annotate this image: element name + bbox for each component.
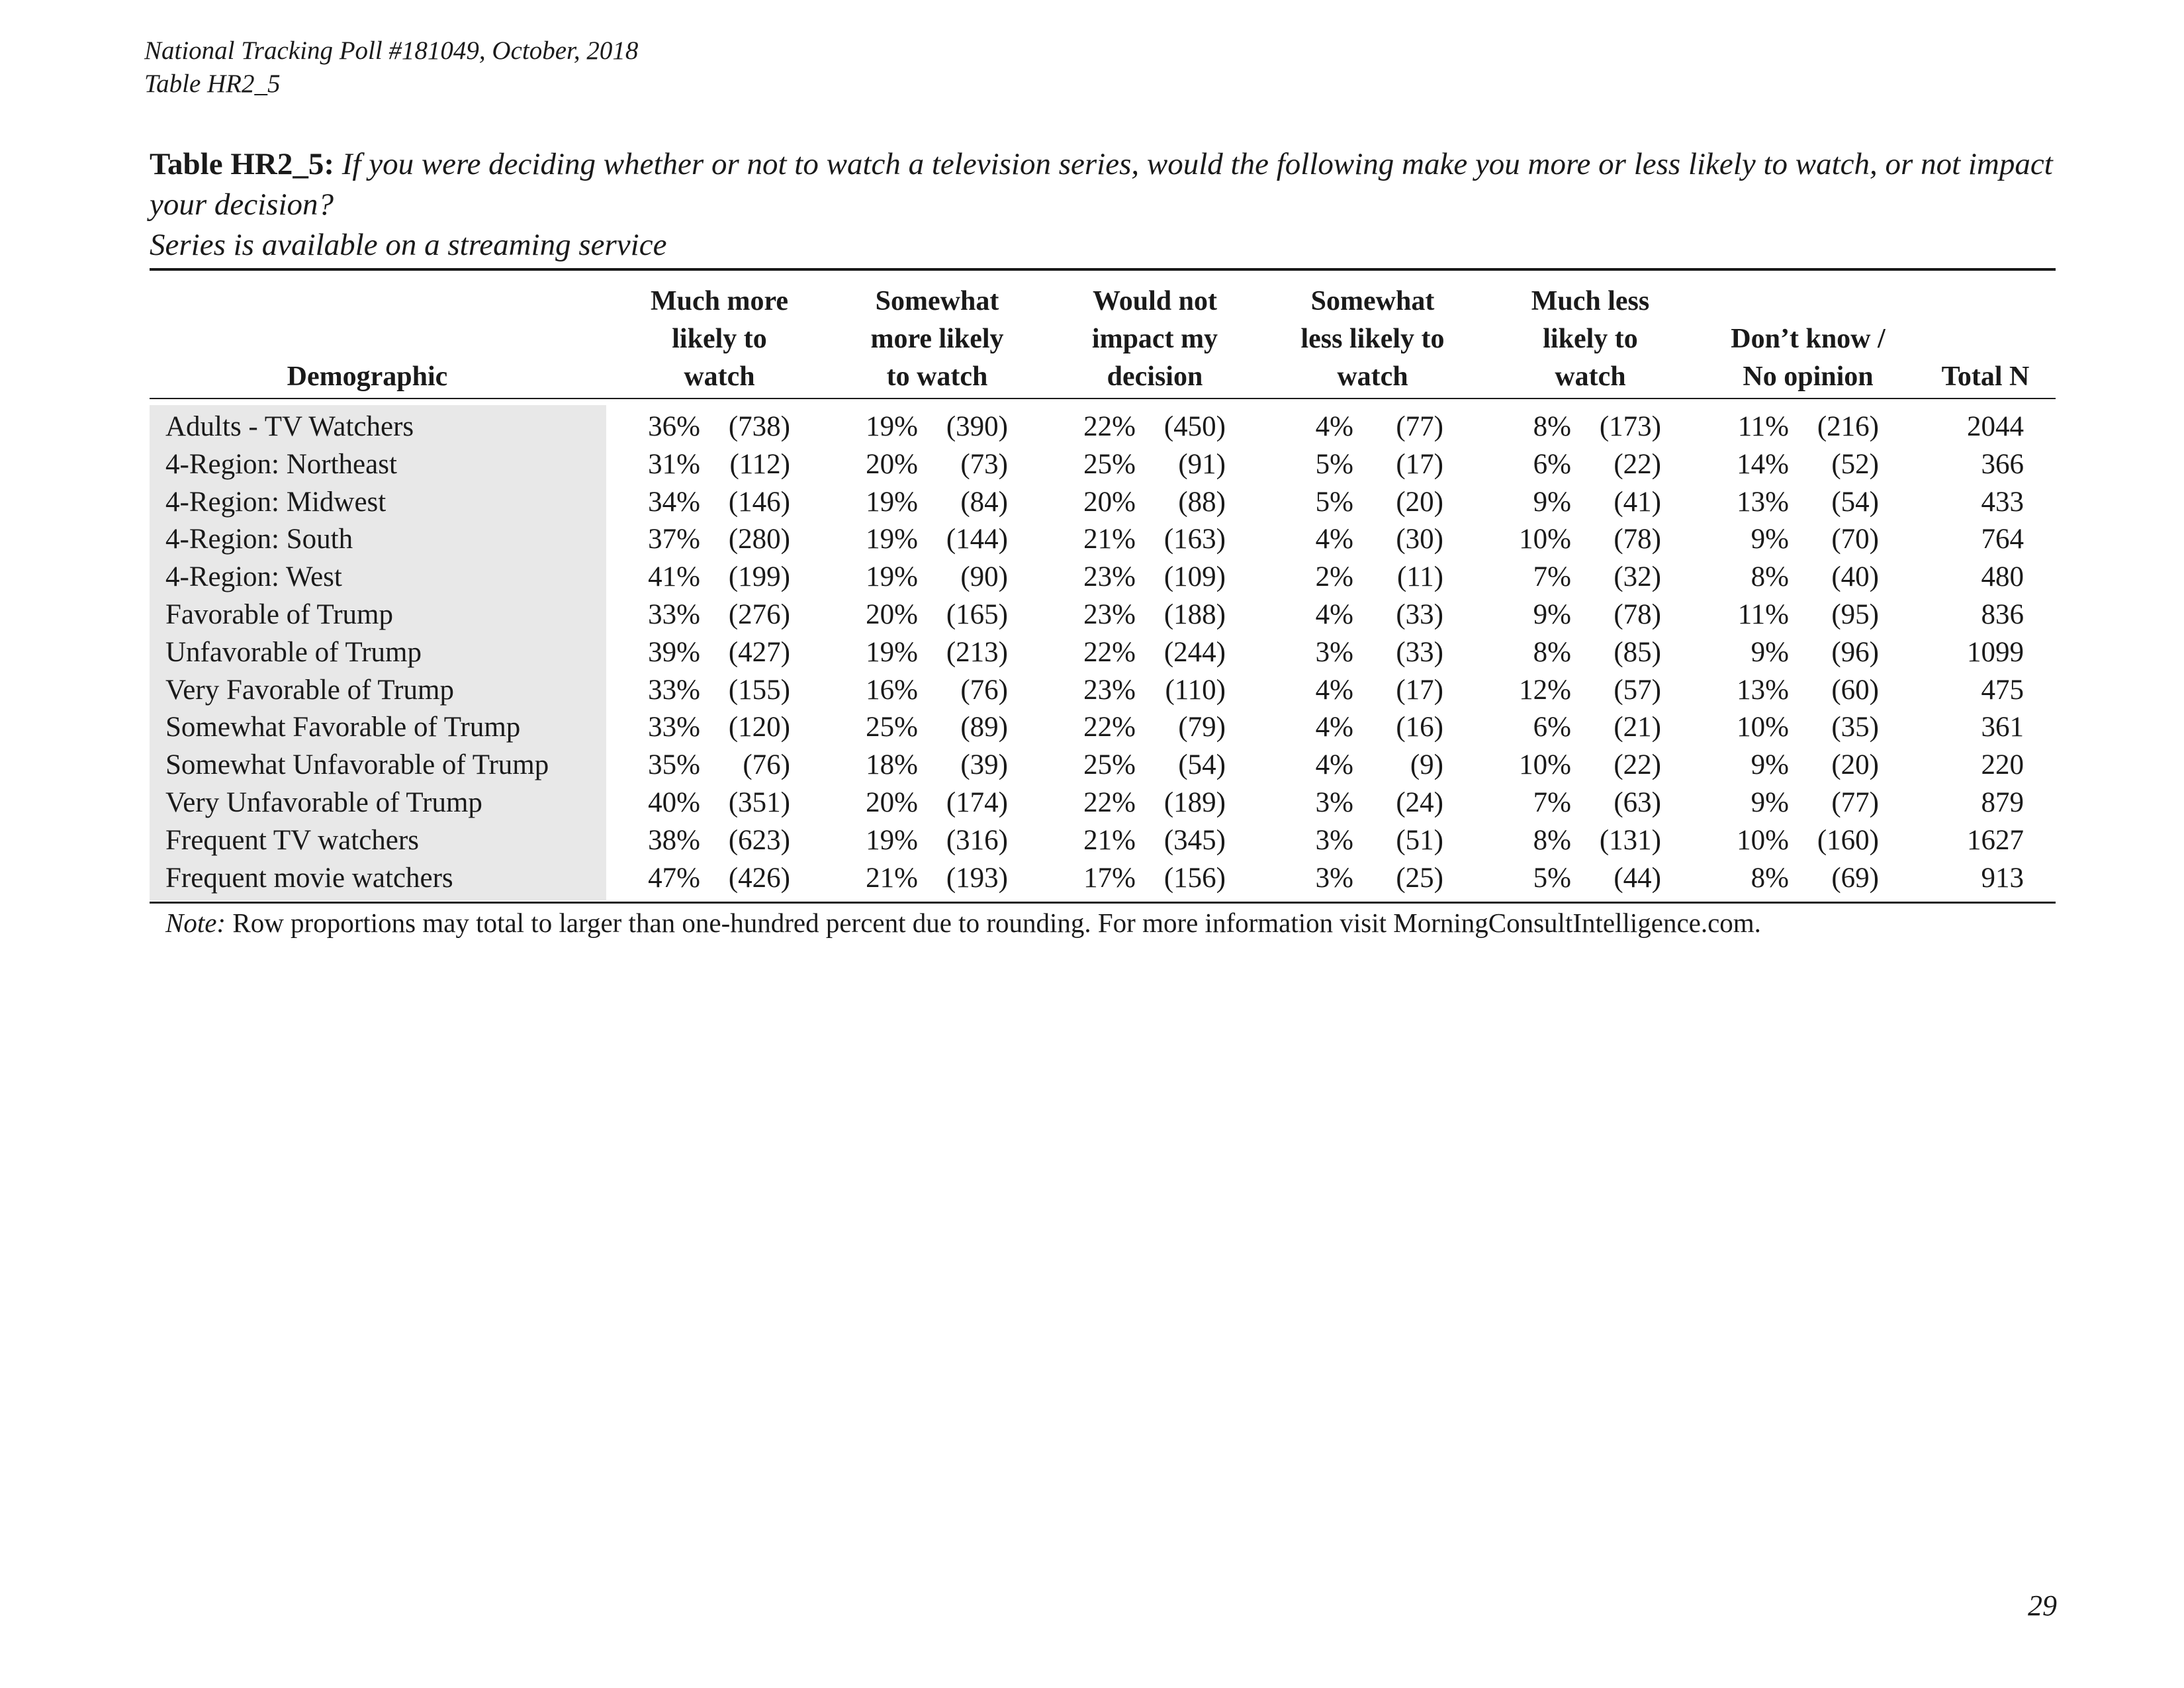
header-dont-know: Don’t know / No opinion xyxy=(1731,324,1886,392)
cell-count: (160) xyxy=(1817,824,1879,856)
table-row xyxy=(0,408,2184,445)
cell-percent: 7% xyxy=(1533,561,1571,593)
cell-percent: 4% xyxy=(1315,599,1353,630)
cell-count: (22) xyxy=(1614,749,1661,781)
cell-count: (54) xyxy=(1178,749,1226,781)
row-label: 4-Region: Midwest xyxy=(165,486,387,518)
row-label: Favorable of Trump xyxy=(165,599,393,630)
cell-percent: 31% xyxy=(648,448,700,480)
cell-count: (95) xyxy=(1831,599,1879,630)
cell-percent: 7% xyxy=(1533,787,1571,818)
top-rule xyxy=(150,268,2056,271)
table-row xyxy=(0,708,2184,746)
page-number: 29 xyxy=(2028,1589,2057,1622)
cell-percent: 22% xyxy=(1083,411,1136,442)
cell-percent: 10% xyxy=(1737,824,1789,856)
table-row xyxy=(0,821,2184,859)
row-label: Frequent TV watchers xyxy=(165,824,419,856)
header-rule xyxy=(150,398,2056,399)
table-row xyxy=(0,445,2184,483)
cell-percent: 12% xyxy=(1519,674,1571,706)
row-label: 4-Region: South xyxy=(165,524,353,555)
cell-total-n: 836 xyxy=(1981,599,2024,630)
cell-percent: 3% xyxy=(1315,824,1353,856)
cell-percent: 9% xyxy=(1751,749,1789,781)
cell-count: (199) xyxy=(728,561,790,593)
table-row xyxy=(0,746,2184,784)
cell-count: (276) xyxy=(728,599,790,630)
cell-percent: 3% xyxy=(1315,862,1353,894)
bottom-rule xyxy=(150,902,2056,904)
cell-count: (351) xyxy=(728,787,790,818)
cell-count: (17) xyxy=(1396,448,1443,480)
cell-count: (25) xyxy=(1396,862,1443,894)
cell-percent: 36% xyxy=(648,411,700,442)
row-label: Somewhat Unfavorable of Trump xyxy=(165,749,549,781)
cell-percent: 4% xyxy=(1315,749,1353,781)
cell-percent: 2% xyxy=(1315,561,1353,593)
cell-total-n: 764 xyxy=(1981,524,2024,555)
cell-percent: 9% xyxy=(1751,524,1789,555)
header-somewhat-less-likely: Somewhat less likely to watch xyxy=(1300,286,1445,392)
header-somewhat-more-likely: Somewhat more likely to watch xyxy=(870,286,1004,392)
cell-count: (20) xyxy=(1831,749,1879,781)
cell-count: (96) xyxy=(1831,636,1879,668)
cell-percent: 41% xyxy=(648,561,700,593)
header-demographic: Demographic xyxy=(287,361,448,392)
cell-total-n: 879 xyxy=(1981,787,2024,818)
row-label: Very Unfavorable of Trump xyxy=(165,787,482,818)
cell-count: (35) xyxy=(1831,712,1879,743)
cell-percent: 9% xyxy=(1533,599,1571,630)
cell-count: (156) xyxy=(1163,862,1226,894)
cell-percent: 19% xyxy=(866,636,918,668)
cell-percent: 8% xyxy=(1751,862,1789,894)
cell-percent: 4% xyxy=(1315,411,1353,442)
cell-percent: 25% xyxy=(1083,749,1136,781)
row-label: Frequent movie watchers xyxy=(165,862,453,894)
cell-count: (89) xyxy=(960,712,1008,743)
cell-count: (193) xyxy=(946,862,1008,894)
cell-count: (163) xyxy=(1163,524,1226,555)
cell-count: (40) xyxy=(1831,561,1879,593)
cell-count: (22) xyxy=(1614,448,1661,480)
cell-percent: 3% xyxy=(1315,787,1353,818)
cell-percent: 4% xyxy=(1315,674,1353,706)
cell-total-n: 475 xyxy=(1981,674,2024,706)
cell-percent: 22% xyxy=(1083,787,1136,818)
cell-count: (52) xyxy=(1831,448,1879,480)
cell-percent: 23% xyxy=(1083,674,1136,706)
cell-count: (280) xyxy=(728,524,790,555)
row-label: 4-Region: Northeast xyxy=(165,448,397,480)
cell-count: (188) xyxy=(1163,599,1226,630)
cell-total-n: 220 xyxy=(1981,749,2024,781)
cell-percent: 19% xyxy=(866,524,918,555)
cell-count: (90) xyxy=(960,561,1008,593)
table-row xyxy=(0,483,2184,521)
cell-percent: 9% xyxy=(1533,486,1571,518)
cell-percent: 33% xyxy=(648,674,700,706)
cell-count: (41) xyxy=(1614,486,1661,518)
cell-count: (33) xyxy=(1396,599,1443,630)
cell-total-n: 433 xyxy=(1981,486,2024,518)
row-label: Very Favorable of Trump xyxy=(165,674,454,706)
table-row xyxy=(0,558,2184,596)
cell-percent: 19% xyxy=(866,411,918,442)
cell-count: (316) xyxy=(946,824,1008,856)
cell-percent: 5% xyxy=(1315,486,1353,518)
cell-percent: 23% xyxy=(1083,561,1136,593)
cell-count: (11) xyxy=(1396,561,1443,593)
cell-percent: 20% xyxy=(866,787,918,818)
cell-percent: 33% xyxy=(648,599,700,630)
cell-percent: 21% xyxy=(1083,524,1136,555)
cell-count: (70) xyxy=(1831,524,1879,555)
table-reference: Table HR2_5 xyxy=(144,70,281,98)
cell-percent: 13% xyxy=(1737,674,1789,706)
cell-count: (738) xyxy=(728,411,790,442)
cell-count: (78) xyxy=(1614,524,1661,555)
cell-count: (21) xyxy=(1614,712,1661,743)
table-row xyxy=(0,859,2184,897)
cell-percent: 10% xyxy=(1737,712,1789,743)
cell-count: (109) xyxy=(1163,561,1226,593)
cell-percent: 38% xyxy=(648,824,700,856)
header-much-more-likely: Much more likely to watch xyxy=(650,286,788,392)
cell-count: (76) xyxy=(743,749,790,781)
cell-count: (244) xyxy=(1163,636,1226,668)
cell-percent: 35% xyxy=(648,749,700,781)
cell-count: (69) xyxy=(1831,862,1879,894)
cell-percent: 9% xyxy=(1751,787,1789,818)
cell-count: (146) xyxy=(728,486,790,518)
cell-total-n: 1627 xyxy=(1967,824,2024,856)
cell-percent: 25% xyxy=(1083,448,1136,480)
table-row xyxy=(0,596,2184,633)
cell-count: (155) xyxy=(728,674,790,706)
cell-percent: 3% xyxy=(1315,636,1353,668)
cell-percent: 11% xyxy=(1737,411,1789,442)
cell-total-n: 480 xyxy=(1981,561,2024,593)
cell-count: (112) xyxy=(729,448,790,480)
cell-percent: 10% xyxy=(1519,524,1571,555)
cell-count: (165) xyxy=(946,599,1008,630)
note-text: Row proportions may total to larger than one-hundred percent due to rounding. For more information visit MorningConsultIntelligence.com. xyxy=(232,908,1761,938)
cell-total-n: 361 xyxy=(1981,712,2024,743)
cell-count: (20) xyxy=(1396,486,1443,518)
caption-question: If you were deciding whether or not to watch a television series, would the following make you more or less likely to watch, or not impact your decision? xyxy=(150,147,2053,222)
cell-total-n: 2044 xyxy=(1967,411,2024,442)
cell-percent: 20% xyxy=(1083,486,1136,518)
table-caption xyxy=(150,144,2056,265)
row-label: Adults - TV Watchers xyxy=(165,411,414,442)
cell-count: (76) xyxy=(960,674,1008,706)
cell-percent: 34% xyxy=(648,486,700,518)
cell-count: (16) xyxy=(1396,712,1443,743)
cell-count: (427) xyxy=(728,636,790,668)
table-row xyxy=(0,633,2184,671)
cell-count: (345) xyxy=(1163,824,1226,856)
caption-lead: Table HR2_5: xyxy=(150,147,334,181)
cell-percent: 5% xyxy=(1315,448,1353,480)
cell-percent: 10% xyxy=(1519,749,1571,781)
cell-count: (189) xyxy=(1163,787,1226,818)
cell-count: (9) xyxy=(1410,749,1443,781)
cell-count: (216) xyxy=(1817,411,1879,442)
cell-count: (450) xyxy=(1163,411,1226,442)
cell-count: (51) xyxy=(1396,824,1443,856)
cell-count: (78) xyxy=(1614,599,1661,630)
cell-percent: 8% xyxy=(1751,561,1789,593)
cell-percent: 37% xyxy=(648,524,700,555)
cell-percent: 6% xyxy=(1533,448,1571,480)
cell-count: (426) xyxy=(728,862,790,894)
cell-count: (32) xyxy=(1614,561,1661,593)
table-row xyxy=(0,520,2184,558)
cell-percent: 47% xyxy=(648,862,700,894)
cell-count: (131) xyxy=(1599,824,1661,856)
row-label: Unfavorable of Trump xyxy=(165,636,422,668)
cell-percent: 23% xyxy=(1083,599,1136,630)
cell-total-n: 1099 xyxy=(1967,636,2024,668)
cell-count: (39) xyxy=(960,749,1008,781)
cell-count: (60) xyxy=(1831,674,1879,706)
cell-count: (24) xyxy=(1396,787,1443,818)
cell-percent: 39% xyxy=(648,636,700,668)
cell-count: (63) xyxy=(1614,787,1661,818)
cell-count: (77) xyxy=(1831,787,1879,818)
cell-count: (85) xyxy=(1614,636,1661,668)
cell-percent: 6% xyxy=(1533,712,1571,743)
cell-count: (17) xyxy=(1396,674,1443,706)
cell-count: (77) xyxy=(1396,411,1443,442)
cell-total-n: 366 xyxy=(1981,448,2024,480)
table-note xyxy=(165,904,1761,941)
cell-count: (91) xyxy=(1178,448,1226,480)
cell-percent: 19% xyxy=(866,561,918,593)
cell-percent: 16% xyxy=(866,674,918,706)
cell-percent: 33% xyxy=(648,712,700,743)
cell-percent: 19% xyxy=(866,486,918,518)
header-total-n: Total N xyxy=(1941,361,2030,392)
cell-count: (390) xyxy=(946,411,1008,442)
table-row xyxy=(0,671,2184,709)
cell-total-n: 913 xyxy=(1981,862,2024,894)
cell-count: (623) xyxy=(728,824,790,856)
cell-percent: 4% xyxy=(1315,524,1353,555)
header-would-not-impact: Would not impact my decision xyxy=(1091,286,1218,392)
cell-percent: 5% xyxy=(1533,862,1571,894)
cell-count: (57) xyxy=(1614,674,1661,706)
cell-percent: 14% xyxy=(1737,448,1789,480)
cell-percent: 19% xyxy=(866,824,918,856)
cell-count: (144) xyxy=(946,524,1008,555)
cell-count: (88) xyxy=(1178,486,1226,518)
cell-percent: 25% xyxy=(866,712,918,743)
cell-percent: 13% xyxy=(1737,486,1789,518)
cell-percent: 22% xyxy=(1083,636,1136,668)
cell-count: (120) xyxy=(728,712,790,743)
cell-count: (213) xyxy=(946,636,1008,668)
cell-count: (54) xyxy=(1831,486,1879,518)
cell-count: (173) xyxy=(1599,411,1661,442)
cell-percent: 20% xyxy=(866,599,918,630)
table-row xyxy=(0,784,2184,821)
cell-count: (30) xyxy=(1396,524,1443,555)
cell-percent: 8% xyxy=(1533,411,1571,442)
cell-count: (84) xyxy=(960,486,1008,518)
running-head xyxy=(144,34,638,101)
cell-percent: 22% xyxy=(1083,712,1136,743)
header-much-less-likely: Much less likely to watch xyxy=(1531,286,1650,392)
cell-percent: 8% xyxy=(1533,636,1571,668)
cell-percent: 8% xyxy=(1533,824,1571,856)
row-label: Somewhat Favorable of Trump xyxy=(165,712,521,743)
cell-percent: 11% xyxy=(1737,599,1789,630)
cell-percent: 21% xyxy=(1083,824,1136,856)
cell-count: (44) xyxy=(1614,862,1661,894)
cell-percent: 4% xyxy=(1315,712,1353,743)
note-label: Note: xyxy=(165,908,226,938)
cell-count: (33) xyxy=(1396,636,1443,668)
cell-percent: 18% xyxy=(866,749,918,781)
cell-count: (110) xyxy=(1165,674,1226,706)
row-label: 4-Region: West xyxy=(165,561,342,593)
cell-count: (174) xyxy=(946,787,1008,818)
cell-count: (79) xyxy=(1178,712,1226,743)
poll-title: National Tracking Poll #181049, October, 2018 xyxy=(144,36,639,65)
cell-percent: 21% xyxy=(866,862,918,894)
cell-percent: 20% xyxy=(866,448,918,480)
caption-subtitle: Series is available on a streaming service xyxy=(150,228,667,262)
cell-percent: 40% xyxy=(648,787,700,818)
cell-count: (73) xyxy=(960,448,1008,480)
cell-percent: 9% xyxy=(1751,636,1789,668)
cell-percent: 17% xyxy=(1083,862,1136,894)
